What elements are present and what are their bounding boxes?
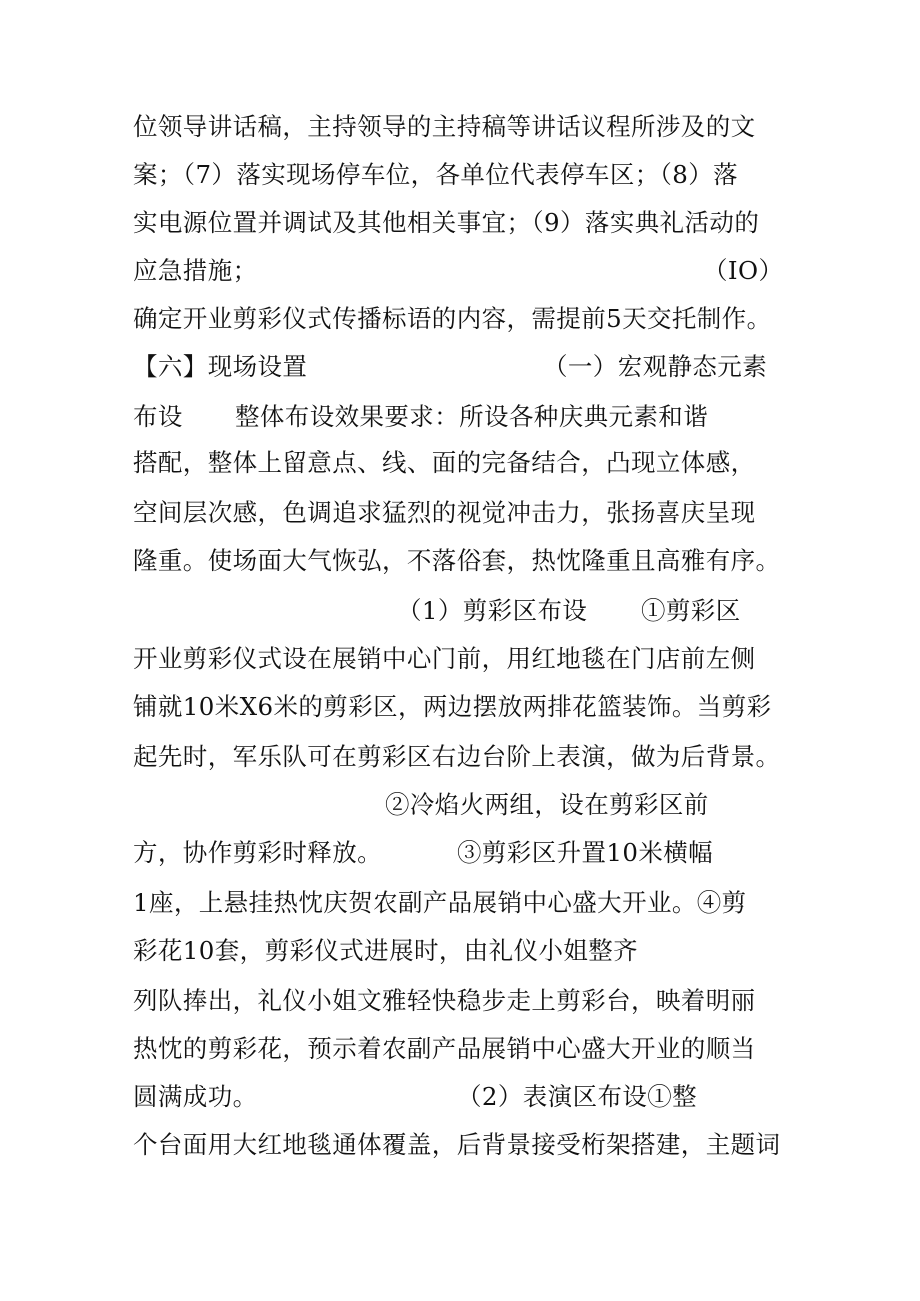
text-line: 1座，上悬挂热忱庆贺农副产品展销中心盛大开业。④剪 <box>133 888 747 917</box>
subsection-heading: （1）剪彩区布设 <box>397 596 588 625</box>
text-line: 圆满成功。 <box>133 1082 258 1111</box>
text-line: 个台面用大红地毯通体覆盖，后背景接受桁架搭建，主题词 <box>133 1130 781 1159</box>
text-line: 确定开业剪彩仪式传播标语的内容，需提前5天交托制作。 <box>133 304 772 333</box>
text-line: （IO） <box>703 256 784 285</box>
text-line: ①剪彩区 <box>641 596 741 625</box>
text-line: 搭配，整体上留意点、线、面的完备结合，凸现立体感， <box>133 448 756 477</box>
text-line: 彩花10套，剪彩仪式进展时，由礼仪小姐整齐 <box>133 936 639 965</box>
text-line: 布设 <box>133 402 183 431</box>
text-line: 列队捧出，礼仪小姐文雅轻快稳步走上剪彩台，映着明丽 <box>133 986 756 1015</box>
section-heading: 【六】现场设置 <box>133 352 308 381</box>
text-line: 整体布设效果要求：所设各种庆典元素和谐 <box>235 402 709 431</box>
text-line: ②冷焰火两组，设在剪彩区前 <box>385 790 709 819</box>
text-line: 热忱的剪彩花，预示着农副产品展销中心盛大开业的顺当 <box>133 1034 756 1063</box>
text-line: 方，协作剪彩时释放。 <box>133 838 382 867</box>
text-line: 位领导讲话稿，主持领导的主持稿等讲话议程所涉及的文 <box>133 112 756 141</box>
text-line: 实电源位置并调试及其他相关事宜；（9）落实典礼活动的 <box>133 208 760 237</box>
text-line: 起先时，军乐队可在剪彩区右边台阶上表演，做为后背景。 <box>133 742 781 771</box>
text-line: ③剪彩区升置10米横幅 <box>457 838 714 867</box>
subsection-heading: （2）表演区布设①整 <box>457 1082 698 1111</box>
text-line: 应急措施； <box>133 256 258 285</box>
subsection-heading: （一）宏观静态元素 <box>543 352 768 381</box>
text-line: 铺就10米X6米的剪彩区，两边摆放两排花篮装饰。当剪彩 <box>133 692 772 721</box>
text-line: 案；（7）落实现场停车位，各单位代表停车区；（8）落 <box>133 160 739 189</box>
text-line: 开业剪彩仪式设在展销中心门前，用红地毯在门店前左侧 <box>133 644 756 673</box>
text-line: 空间层次感，色调追求猛烈的视觉冲击力，张扬喜庆呈现 <box>133 498 756 527</box>
text-line: 隆重。使场面大气恢弘，不落俗套，热忱隆重且高雅有序。 <box>133 546 781 575</box>
